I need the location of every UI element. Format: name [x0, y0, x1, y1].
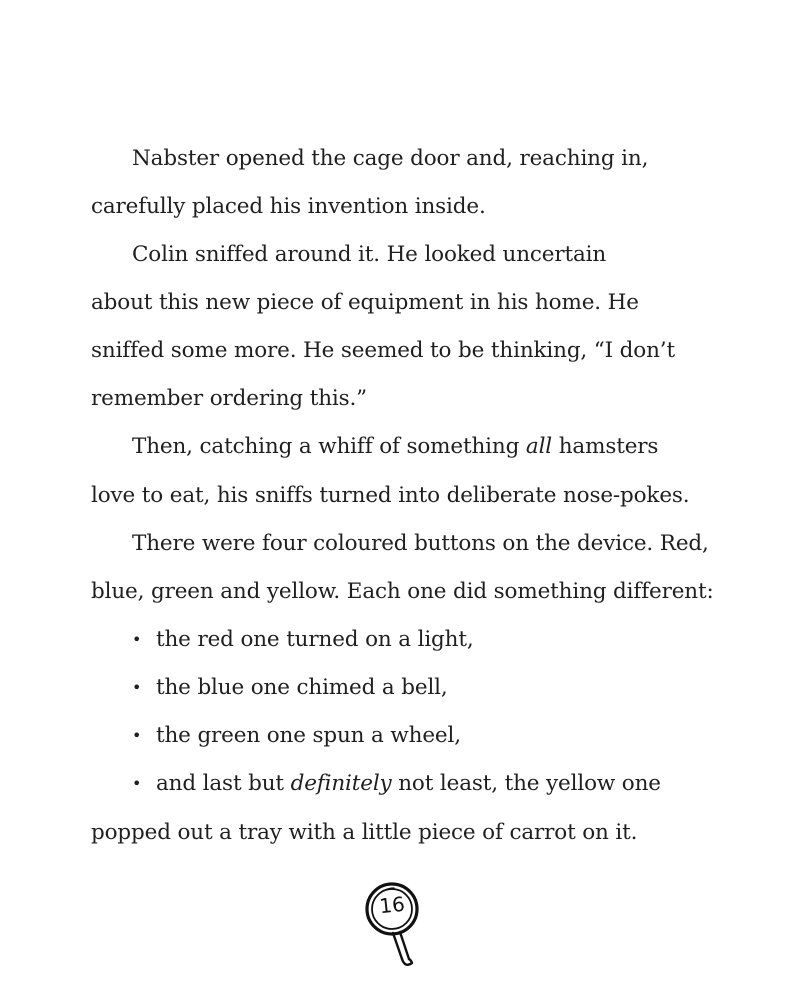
- paragraph-4-line-1: There were four coloured buttons on the device. Red,: [132, 531, 709, 556]
- bullet-item-green: the green one spun a wheel,: [156, 723, 461, 748]
- bullet-item-blue: the blue one chimed a bell,: [156, 675, 448, 700]
- paragraph-4-line-2: blue, green and yellow. Each one did something different:: [91, 579, 714, 604]
- paragraph-2-line-4: remember ordering this.”: [91, 386, 368, 411]
- bullet-marker: •: [132, 630, 142, 649]
- bullet-marker: •: [132, 774, 142, 793]
- paragraph-3-line-1: [132, 436, 658, 458]
- page-number: 16: [378, 891, 406, 919]
- paragraph-3-text-before: Then, catching a whiff of something: [132, 434, 526, 459]
- paragraph-3-text-after: hamsters: [552, 434, 659, 459]
- bullet-item-red: the red one turned on a light,: [156, 627, 474, 652]
- bullet-marker: •: [132, 726, 142, 745]
- bullet-yellow-text-after: not least, the yellow one: [391, 771, 661, 796]
- bullet-yellow-text-before: and last but: [156, 771, 291, 796]
- paragraph-3-emphasis: all: [525, 434, 553, 459]
- paragraph-2-line-2: about this new piece of equipment in his home. He: [91, 290, 639, 315]
- bullet-item-yellow: [156, 773, 661, 795]
- paragraph-3-line-2: love to eat, his sniffs turned into deliberate nose-pokes.: [91, 483, 690, 508]
- paragraph-1-line-2: carefully placed his invention inside.: [91, 194, 486, 219]
- paragraph-1-line-1: Nabster opened the cage door and, reaching in,: [132, 146, 649, 171]
- bullet-item-yellow-continuation: popped out a tray with a little piece of carrot on it.: [91, 820, 638, 845]
- magnifying-glass-icon: [356, 875, 436, 975]
- paragraph-2-line-1: Colin sniffed around it. He looked uncertain: [132, 242, 607, 267]
- bullet-yellow-emphasis: definitely: [290, 771, 392, 796]
- bullet-marker: •: [132, 678, 142, 697]
- paragraph-2-line-3: sniffed some more. He seemed to be thinking, “I don’t: [91, 338, 675, 363]
